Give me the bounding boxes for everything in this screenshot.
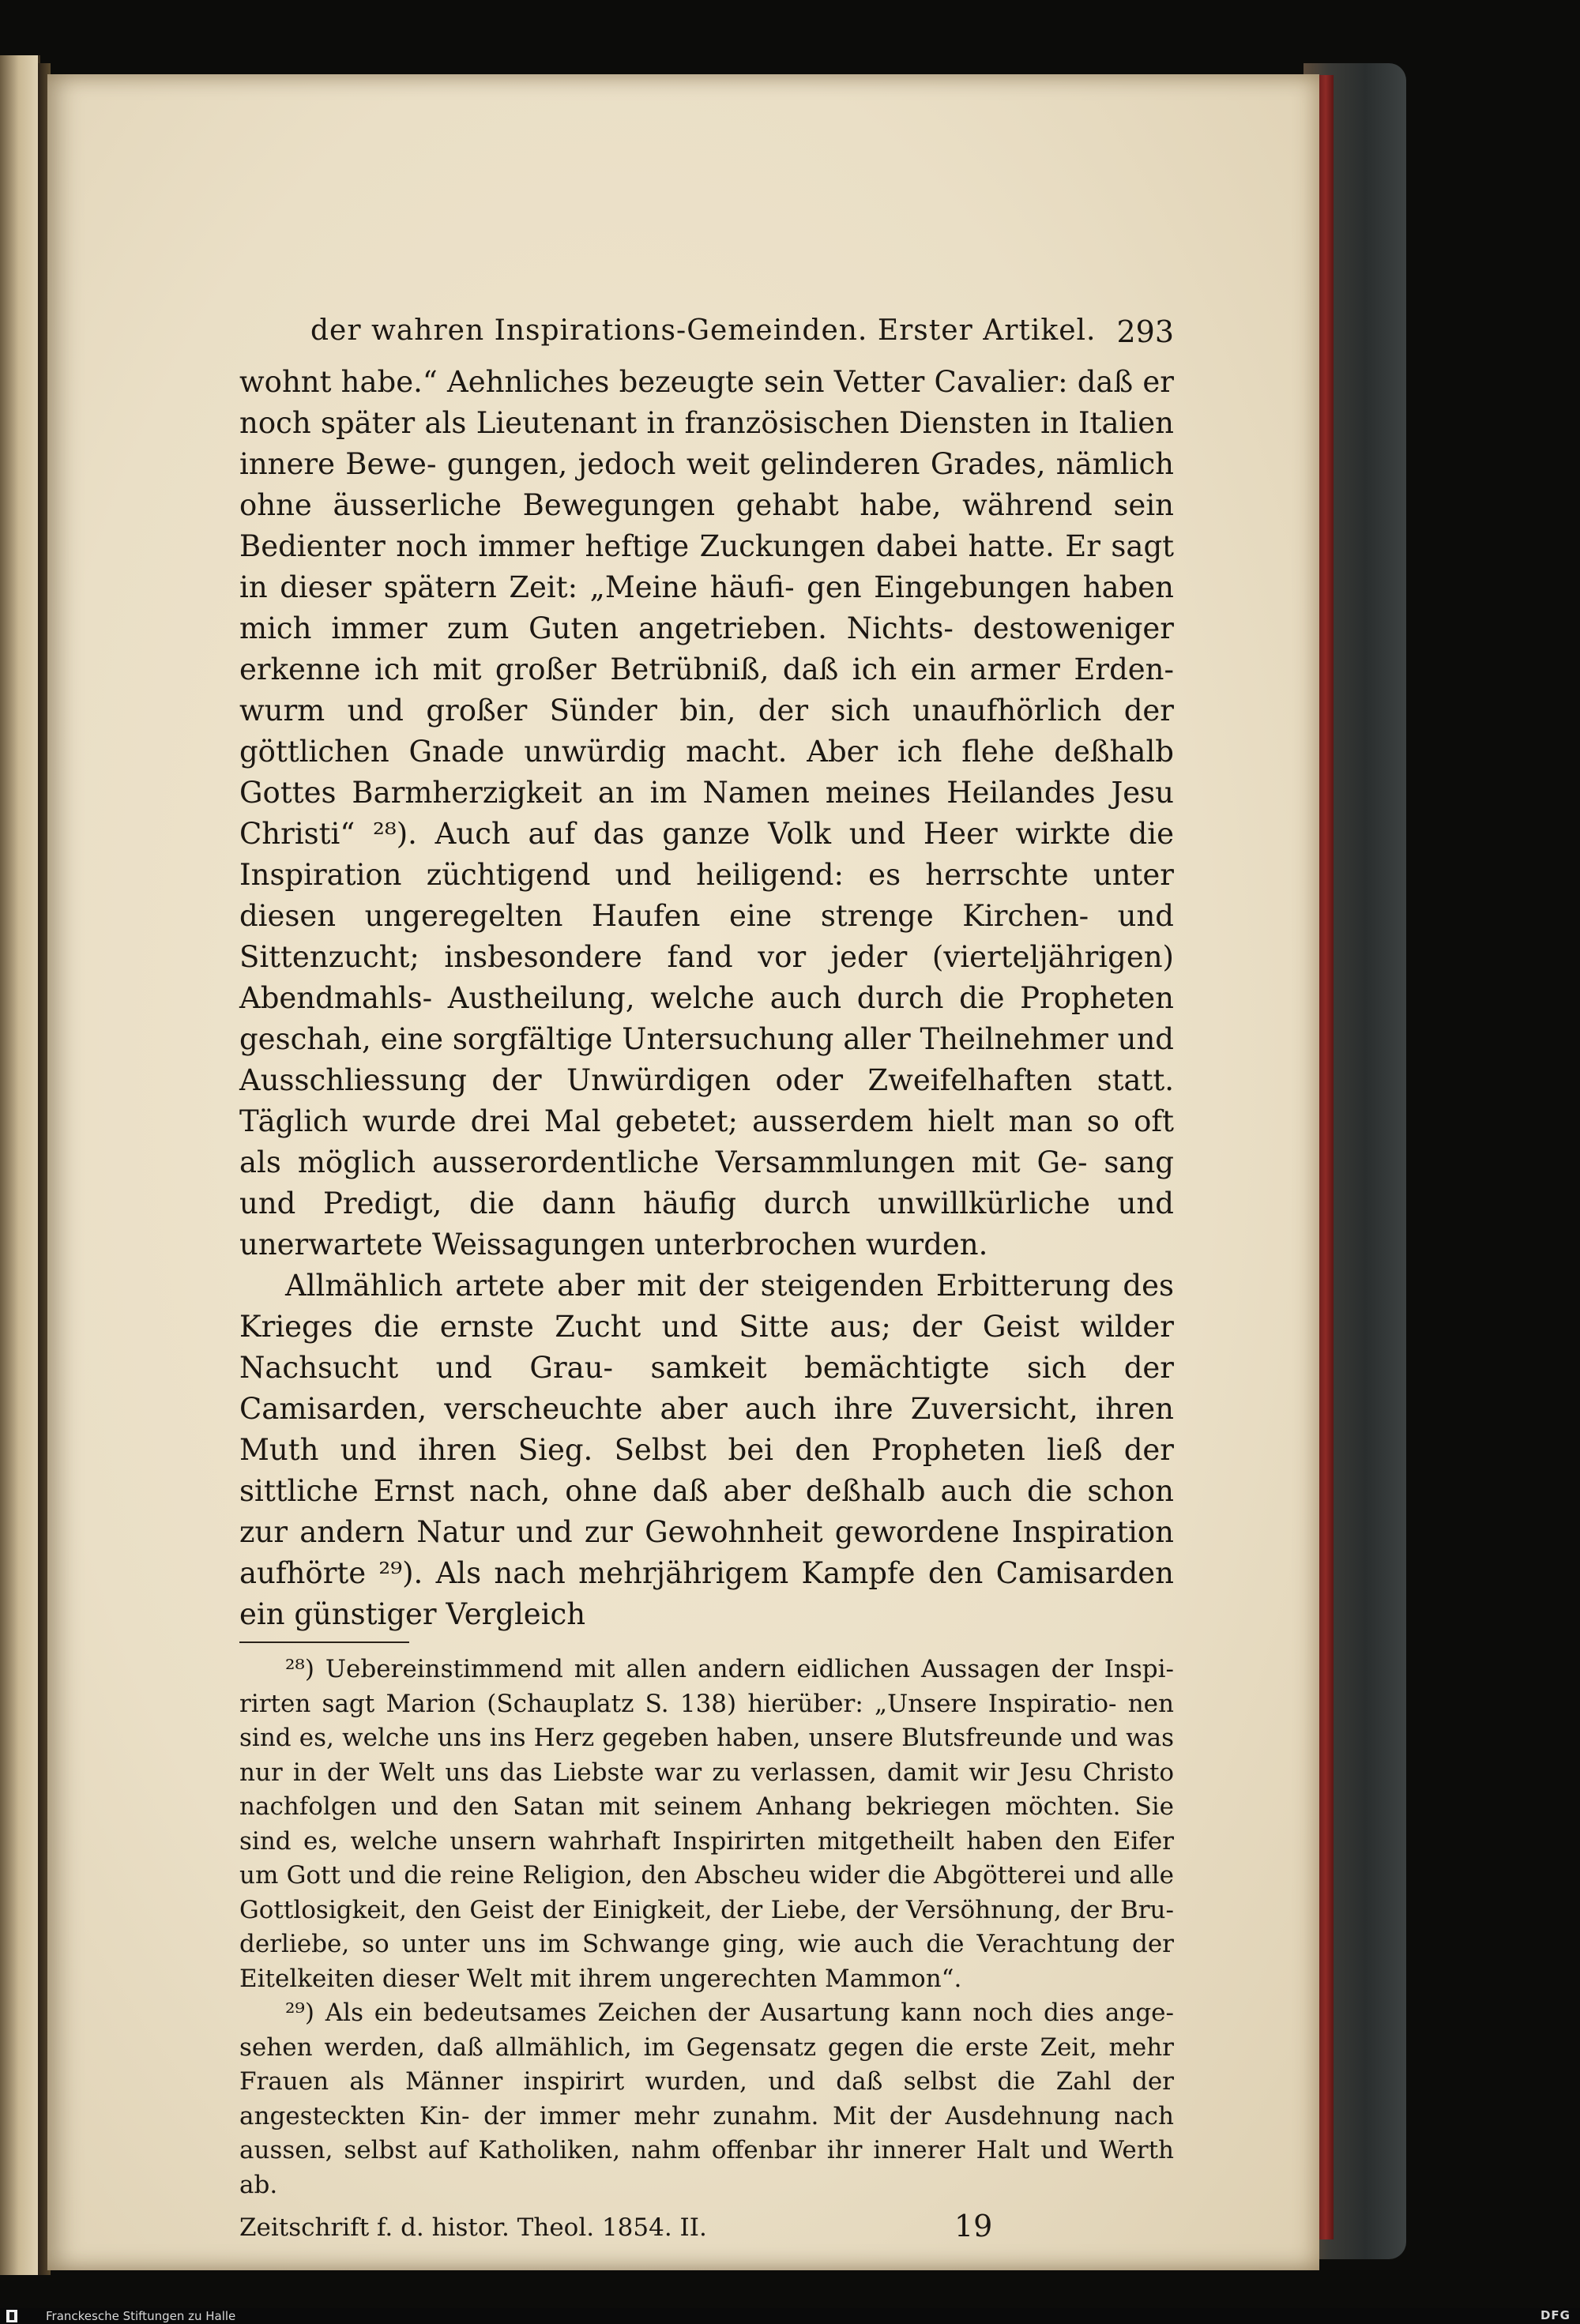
- sheet-number: 19: [954, 2209, 993, 2243]
- page-number: 293: [1116, 314, 1174, 349]
- running-title: der wahren Inspirations-Gemeinden. Erster Artikel.: [310, 314, 1097, 347]
- left-page-edge: [0, 55, 40, 2275]
- page-header: [239, 303, 1174, 354]
- paragraph: Allmählich artete aber mit der steigenden Erbitterung des Krieges die ernste Zucht und Sitte aus; der Geist wilder Nachsucht und Grau- samkeit bemächtigte sich der Camisarden, verscheuchte aber auch ihre Zuversicht, ihren Muth und ihren Sieg. Selbst bei den Propheten ließ der sittliche Ernst nach, ohne daß aber deßhalb auch die schon zur andern Natur und zur Gewohnheit gewordene Inspiration aufhörte ²⁹). Als nach mehrjährigem Kampfe den Camisarden ein günstiger Vergleich: [239, 1269, 1174, 1631]
- text-block: [239, 303, 1174, 2254]
- footnote-29: ²⁹) Als ein bedeutsames Zeichen der Ausartung kann noch dies ange- sehen werden, daß allmählich, im Gegensatz gegen die erste Zeit, mehr Frauen als Männer inspirirt wurden, und daß selbst die Zahl der angesteckten Kin- der immer mehr zunahm. Mit der Ausdehnung nach aussen, selbst auf Katholiken, nahm offenbar ihr innerer Halt und Werth ab.: [239, 1999, 1174, 2199]
- footnote-28: ²⁸) Uebereinstimmend mit allen andern eidlichen Aussagen der Inspi- rirten sagt Marion (Schauplatz S. 138) hierüber: „Unsere Inspiratio- nen sind es, welche uns ins Herz gegeben haben, unsere Blutsfreunde und was nur in der Welt uns das Liebste war zu verlassen, damit wir Jesu Christo nachfolgen und den Satan mit seinem Anhang bekriegen möchten. Sie sind es, welche unsern wahrhaft Inspirirten mitgetheilt haben den Eifer um Gott und die reine Religion, den Abscheu wider die Abgötterei und alle Gottlosigkeit, den Geist der Einigkeit, der Liebe, der Versöhnung, der Bru- derliebe, so unter uns im Schwange ging, wie auch die Verachtung der Eitelkeiten dieser Welt mit ihrem ungerechten Mammon“.: [239, 1655, 1174, 1993]
- body-text: [239, 362, 1174, 1635]
- footnote-divider: [239, 1641, 409, 1643]
- journal-signature: Zeitschrift f. d. histor. Theol. 1854. II.: [239, 2213, 707, 2242]
- signature-line: [239, 2207, 1174, 2254]
- footnotes: [239, 1653, 1174, 2202]
- footer-bar: [0, 2308, 1580, 2324]
- institution-name: Franckesche Stiftungen zu Halle: [46, 2309, 236, 2323]
- institution-logo-icon: [6, 2310, 17, 2322]
- book-page: [47, 74, 1319, 2270]
- paragraph: wohnt habe.“ Aehnliches bezeugte sein Vetter Cavalier: daß er noch später als Lieutenant in französischen Diensten in Italien innere Bewe- gungen, jedoch weit gelinderen Grades, nämlich ohne äusserliche Bewegungen gehabt habe, während sein Bedienter noch immer heftige Zuckungen dabei hatte. Er sagt in dieser spätern Zeit: „Meine häufi- gen Eingebungen haben mich immer zum Guten angetrieben. Nichts- destoweniger erkenne ich mit großer Betrübniß, daß ich ein armer Erden- wurm und großer Sünder bin, der sich unaufhörlich der göttlichen Gnade unwürdig macht. Aber ich flehe deßhalb Gottes Barmherzigkeit an im Namen meines Heilandes Jesu Christi“ ²⁸). Auch auf das ganze Volk und Heer wirkte die Inspiration züchtigend und heiligend: es herrschte unter diesen ungeregelten Haufen eine strenge Kirchen- und Sittenzucht; insbesondere fand vor jeder (vierteljährigen) Abendmahls- Austheilung, welche auch durch die Propheten geschah, eine sorgfältige Untersuchung aller Theilnehmer und Ausschliessung der Unwürdigen oder Zweifelhaften statt. Täglich wurde drei Mal gebetet; ausserdem hielt man so oft als möglich ausserordentliche Versammlungen mit Ge- sang und Predigt, die dann häufig durch unwillkürliche und unerwartete Weissagungen unterbrochen wurden.: [239, 365, 1174, 1262]
- dfg-logo: DFG: [1540, 2308, 1571, 2322]
- cover-red-edge: [1318, 75, 1334, 2239]
